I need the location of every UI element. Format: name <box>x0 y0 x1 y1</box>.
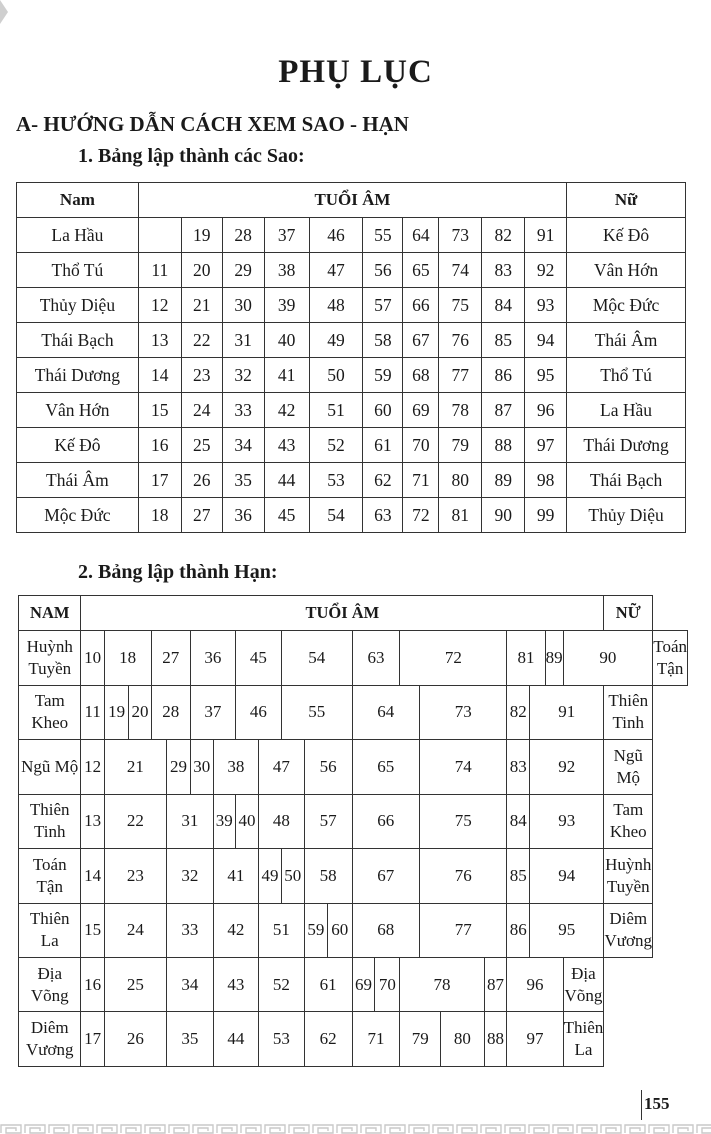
table2-heading: 2. Bảng lập thành Hạn: <box>78 561 278 583</box>
han-cell: 55 <box>281 685 352 739</box>
age-cell: 55 <box>363 218 403 253</box>
age-cell: 40 <box>264 323 309 358</box>
age-cell: 69 <box>403 393 439 428</box>
han-cell: 21 <box>104 740 166 794</box>
han-cell: 72 <box>400 631 507 685</box>
age-cell: 31 <box>222 323 264 358</box>
han-cell: 11 <box>81 685 104 739</box>
age-cell: 71 <box>403 463 439 498</box>
han-cell: 35 <box>166 1012 213 1067</box>
age-cell: 28 <box>222 218 264 253</box>
han-cell: 47 <box>259 740 305 794</box>
age-cell: 48 <box>309 288 363 323</box>
age-cell: 12 <box>138 288 181 323</box>
table-row <box>17 323 686 358</box>
han-cell: 25 <box>104 958 166 1012</box>
age-cell: 26 <box>181 463 222 498</box>
age-cell: 64 <box>403 218 439 253</box>
age-cell: 86 <box>482 358 525 393</box>
nu-cell: Địa Võng <box>563 958 604 1012</box>
age-cell: 82 <box>482 218 525 253</box>
age-cell: 63 <box>363 498 403 533</box>
age-cell: 21 <box>181 288 222 323</box>
age-cell: 22 <box>181 323 222 358</box>
age-cell: 11 <box>138 253 181 288</box>
age-cell: 33 <box>222 393 264 428</box>
table-row <box>17 498 686 533</box>
nam-cell: Vân Hớn <box>17 393 139 428</box>
han-cell: 54 <box>281 631 352 685</box>
age-cell: 66 <box>403 288 439 323</box>
han-cell: 89 <box>545 631 563 685</box>
table-row <box>19 958 688 1012</box>
han-cell: 56 <box>304 740 352 794</box>
nu-cell: Thổ Tú <box>567 358 686 393</box>
age-cell: 42 <box>264 393 309 428</box>
han-cell: 75 <box>420 794 507 848</box>
han-cell: 94 <box>530 849 604 903</box>
nam-cell: Tam Kheo <box>19 685 81 739</box>
han-cell: 32 <box>166 849 213 903</box>
han-cell: 95 <box>530 903 604 957</box>
han-cell: 59 <box>304 903 327 957</box>
age-cell: 81 <box>439 498 482 533</box>
nam-cell: Thái Bạch <box>17 323 139 358</box>
han-cell: 63 <box>352 631 400 685</box>
age-cell: 94 <box>525 323 567 358</box>
age-cell <box>138 218 181 253</box>
han-cell: 52 <box>259 958 305 1012</box>
age-cell: 54 <box>309 498 363 533</box>
han-cell: 26 <box>104 1012 166 1067</box>
age-cell: 75 <box>439 288 482 323</box>
age-cell: 73 <box>439 218 482 253</box>
table-row <box>17 288 686 323</box>
age-cell: 87 <box>482 393 525 428</box>
han-cell: 36 <box>190 631 235 685</box>
han-cell: 83 <box>507 740 530 794</box>
han-cell: 81 <box>507 631 545 685</box>
age-cell: 95 <box>525 358 567 393</box>
age-cell: 16 <box>138 428 181 463</box>
table-row <box>19 631 688 685</box>
age-cell: 67 <box>403 323 439 358</box>
nu-cell: Diêm Vương <box>604 903 653 957</box>
han-cell: 84 <box>507 794 530 848</box>
age-cell: 46 <box>309 218 363 253</box>
han-cell: 42 <box>213 903 259 957</box>
han-cell: 10 <box>81 631 104 685</box>
table-row <box>19 794 688 848</box>
age-cell: 84 <box>482 288 525 323</box>
age-cell: 89 <box>482 463 525 498</box>
nam-cell: Ngũ Mộ <box>19 740 81 794</box>
page-title: PHỤ LỤC <box>278 54 433 90</box>
han-cell: 33 <box>166 903 213 957</box>
nu-cell: La Hầu <box>567 393 686 428</box>
age-cell: 38 <box>264 253 309 288</box>
age-cell: 24 <box>181 393 222 428</box>
age-cell: 68 <box>403 358 439 393</box>
han-cell: 34 <box>166 958 213 1012</box>
section-a-heading: A- HƯỚNG DẪN CÁCH XEM SAO - HẠN <box>16 112 409 136</box>
nu-cell: Vân Hớn <box>567 253 686 288</box>
age-cell: 50 <box>309 358 363 393</box>
han-cell: 20 <box>129 685 151 739</box>
page-number: 155 <box>644 1094 670 1113</box>
han-cell: 29 <box>166 740 190 794</box>
nu-cell: Thủy Diệu <box>567 498 686 533</box>
age-cell: 43 <box>264 428 309 463</box>
nam-cell: Thiên La <box>19 903 81 957</box>
age-cell: 23 <box>181 358 222 393</box>
han-cell: 71 <box>352 1012 400 1067</box>
han-cell: 97 <box>507 1012 563 1067</box>
han-cell: 43 <box>213 958 259 1012</box>
han-cell: 58 <box>304 849 352 903</box>
table-row <box>19 1012 688 1067</box>
table-header-row <box>19 596 688 631</box>
han-cell: 70 <box>375 958 400 1012</box>
table-row <box>17 393 686 428</box>
nu-cell: Huỳnh Tuyền <box>604 849 653 903</box>
han-cell: 38 <box>213 740 259 794</box>
age-cell: 96 <box>525 393 567 428</box>
han-cell: 51 <box>259 903 305 957</box>
age-cell: 78 <box>439 393 482 428</box>
han-cell: 78 <box>400 958 484 1012</box>
age-cell: 29 <box>222 253 264 288</box>
table-row <box>17 463 686 498</box>
age-cell: 39 <box>264 288 309 323</box>
han-cell: 18 <box>104 631 151 685</box>
age-cell: 15 <box>138 393 181 428</box>
han-cell: 50 <box>281 849 304 903</box>
nu-cell: Thiên Tinh <box>604 685 653 739</box>
age-cell: 58 <box>363 323 403 358</box>
han-cell: 17 <box>81 1012 104 1067</box>
nam-cell: Thủy Diệu <box>17 288 139 323</box>
age-cell: 59 <box>363 358 403 393</box>
han-cell: 48 <box>259 794 305 848</box>
age-cell: 99 <box>525 498 567 533</box>
table-row <box>17 428 686 463</box>
han-cell: 57 <box>304 794 352 848</box>
nam-cell: Thổ Tú <box>17 253 139 288</box>
header-tuoi-am: TUỔI ÂM <box>138 183 566 218</box>
nu-cell: Mộc Đức <box>567 288 686 323</box>
han-cell: 31 <box>166 794 213 848</box>
han-cell: 82 <box>507 685 530 739</box>
age-cell: 47 <box>309 253 363 288</box>
han-cell: 79 <box>400 1012 441 1067</box>
han-cell: 86 <box>507 903 530 957</box>
han-cell: 92 <box>530 740 604 794</box>
han-cell: 96 <box>507 958 563 1012</box>
age-cell: 30 <box>222 288 264 323</box>
han-cell: 73 <box>420 685 507 739</box>
han-cell: 87 <box>484 958 507 1012</box>
han-cell: 91 <box>530 685 604 739</box>
nam-cell: Thái Dương <box>17 358 139 393</box>
age-cell: 83 <box>482 253 525 288</box>
age-cell: 20 <box>181 253 222 288</box>
header-nu: Nữ <box>567 183 686 218</box>
han-cell: 23 <box>104 849 166 903</box>
han-table <box>18 595 688 1067</box>
age-cell: 34 <box>222 428 264 463</box>
han-cell: 27 <box>151 631 190 685</box>
age-cell: 98 <box>525 463 567 498</box>
age-cell: 97 <box>525 428 567 463</box>
nam-cell: Thái Âm <box>17 463 139 498</box>
table-row <box>19 740 688 794</box>
table-row <box>19 903 688 957</box>
han-cell: 46 <box>235 685 281 739</box>
nam-cell: Mộc Đức <box>17 498 139 533</box>
han-cell: 74 <box>420 740 507 794</box>
age-cell: 72 <box>403 498 439 533</box>
nu-cell: Thiên La <box>563 1012 604 1067</box>
age-cell: 92 <box>525 253 567 288</box>
age-cell: 60 <box>363 393 403 428</box>
age-cell: 93 <box>525 288 567 323</box>
page-corner-mark <box>0 0 8 24</box>
nam-cell: Diêm Vương <box>19 1012 81 1067</box>
han-cell: 65 <box>352 740 419 794</box>
age-cell: 53 <box>309 463 363 498</box>
age-cell: 35 <box>222 463 264 498</box>
age-cell: 76 <box>439 323 482 358</box>
han-cell: 12 <box>81 740 104 794</box>
table-row <box>17 253 686 288</box>
age-cell: 70 <box>403 428 439 463</box>
age-cell: 61 <box>363 428 403 463</box>
header-nu: NỮ <box>604 596 653 631</box>
header-nam: NAM <box>19 596 81 631</box>
table-row <box>17 358 686 393</box>
header-nam: Nam <box>17 183 139 218</box>
han-cell: 13 <box>81 794 104 848</box>
age-cell: 37 <box>264 218 309 253</box>
han-cell: 68 <box>352 903 419 957</box>
nam-cell: Kế Đô <box>17 428 139 463</box>
age-cell: 65 <box>403 253 439 288</box>
age-cell: 80 <box>439 463 482 498</box>
han-cell: 88 <box>484 1012 507 1067</box>
han-cell: 39 <box>213 794 235 848</box>
age-cell: 88 <box>482 428 525 463</box>
age-cell: 90 <box>482 498 525 533</box>
han-cell: 22 <box>104 794 166 848</box>
han-cell: 41 <box>213 849 259 903</box>
age-cell: 57 <box>363 288 403 323</box>
table-header-row <box>17 183 686 218</box>
nam-cell: Địa Võng <box>19 958 81 1012</box>
age-cell: 36 <box>222 498 264 533</box>
han-cell: 62 <box>304 1012 352 1067</box>
age-cell: 62 <box>363 463 403 498</box>
age-cell: 74 <box>439 253 482 288</box>
han-cell: 40 <box>235 794 258 848</box>
table-row <box>19 849 688 903</box>
sao-table <box>16 182 686 533</box>
han-cell: 93 <box>530 794 604 848</box>
nu-cell: Thái Dương <box>567 428 686 463</box>
table-row <box>17 218 686 253</box>
nu-cell: Thái Âm <box>567 323 686 358</box>
page-number-rule <box>641 1090 642 1120</box>
han-cell: 60 <box>328 903 353 957</box>
han-cell: 66 <box>352 794 419 848</box>
age-cell: 85 <box>482 323 525 358</box>
nu-cell: Kế Đô <box>567 218 686 253</box>
han-cell: 37 <box>190 685 235 739</box>
han-cell: 61 <box>304 958 352 1012</box>
han-cell: 76 <box>420 849 507 903</box>
age-cell: 44 <box>264 463 309 498</box>
table-row <box>19 685 688 739</box>
han-cell: 90 <box>563 631 653 685</box>
age-cell: 56 <box>363 253 403 288</box>
han-cell: 28 <box>151 685 190 739</box>
age-cell: 91 <box>525 218 567 253</box>
han-cell: 85 <box>507 849 530 903</box>
han-cell: 67 <box>352 849 419 903</box>
han-cell: 30 <box>190 740 213 794</box>
age-cell: 45 <box>264 498 309 533</box>
age-cell: 52 <box>309 428 363 463</box>
decorative-border <box>0 1124 711 1134</box>
age-cell: 13 <box>138 323 181 358</box>
age-cell: 17 <box>138 463 181 498</box>
han-cell: 16 <box>81 958 104 1012</box>
han-cell: 15 <box>81 903 104 957</box>
han-cell: 80 <box>441 1012 485 1067</box>
nu-cell: Thái Bạch <box>567 463 686 498</box>
age-cell: 19 <box>181 218 222 253</box>
age-cell: 18 <box>138 498 181 533</box>
nam-cell: La Hầu <box>17 218 139 253</box>
nu-cell: Toán Tận <box>653 631 688 685</box>
age-cell: 32 <box>222 358 264 393</box>
han-cell: 45 <box>235 631 281 685</box>
han-cell: 24 <box>104 903 166 957</box>
han-cell: 69 <box>352 958 375 1012</box>
han-cell: 14 <box>81 849 104 903</box>
header-tuoi-am: TUỔI ÂM <box>81 596 604 631</box>
age-cell: 51 <box>309 393 363 428</box>
nu-cell: Tam Kheo <box>604 794 653 848</box>
nu-cell: Ngũ Mộ <box>604 740 653 794</box>
table1-heading: 1. Bảng lập thành các Sao: <box>78 145 305 167</box>
nam-cell: Thiên Tinh <box>19 794 81 848</box>
age-cell: 14 <box>138 358 181 393</box>
nam-cell: Huỳnh Tuyền <box>19 631 81 685</box>
han-cell: 49 <box>259 849 282 903</box>
age-cell: 27 <box>181 498 222 533</box>
han-cell: 77 <box>420 903 507 957</box>
age-cell: 41 <box>264 358 309 393</box>
age-cell: 79 <box>439 428 482 463</box>
han-cell: 19 <box>104 685 129 739</box>
han-cell: 44 <box>213 1012 259 1067</box>
han-cell: 53 <box>259 1012 305 1067</box>
age-cell: 77 <box>439 358 482 393</box>
age-cell: 25 <box>181 428 222 463</box>
nam-cell: Toán Tận <box>19 849 81 903</box>
han-cell: 64 <box>352 685 419 739</box>
age-cell: 49 <box>309 323 363 358</box>
